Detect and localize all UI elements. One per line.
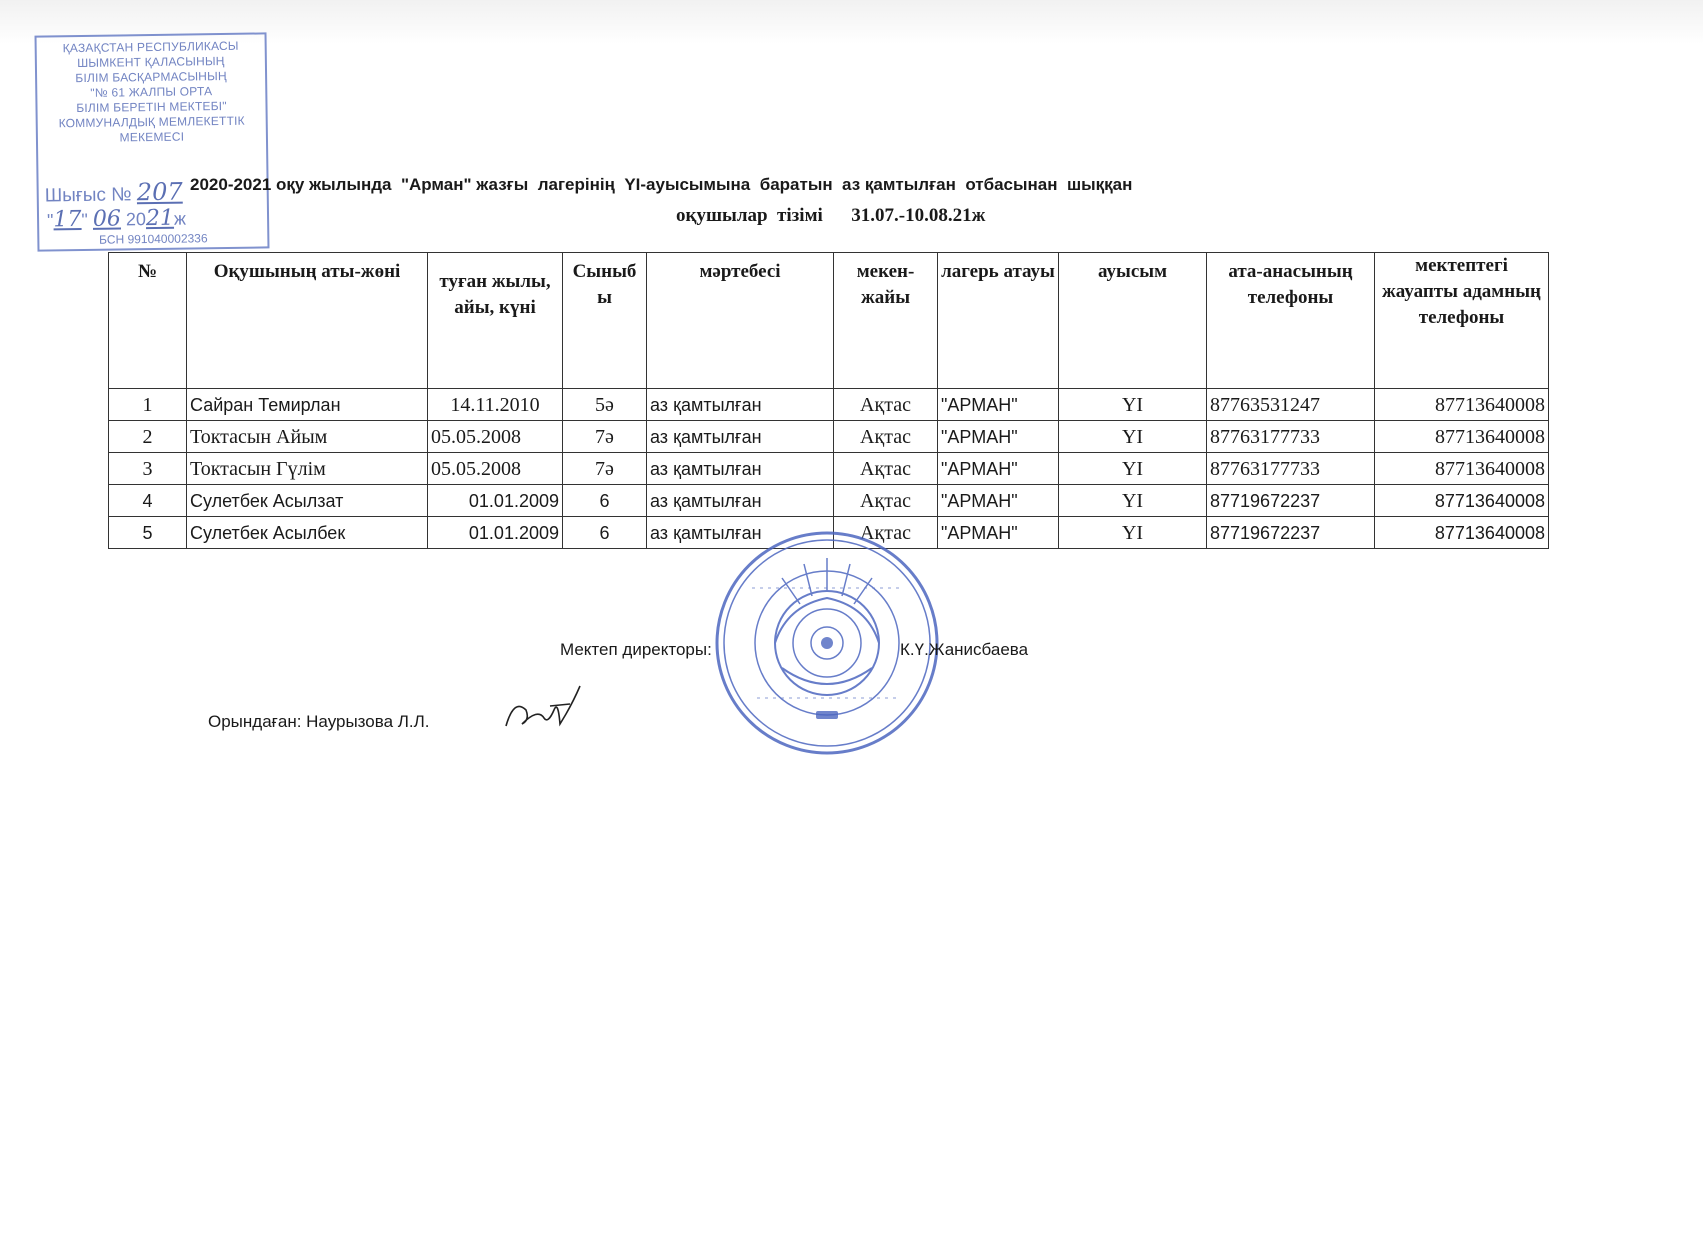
cell-address: Ақтас [834, 389, 938, 421]
cell-number: 3 [109, 453, 187, 485]
cell-camp: "АРМАН" [938, 453, 1059, 485]
cell-name: Сулетбек Асылбек [187, 517, 428, 549]
cell-parent-phone: 87763177733 [1207, 453, 1375, 485]
cell-school-phone: 87713640008 [1375, 485, 1549, 517]
document-subtitle: оқушылар тізімі 31.07.-10.08.21ж [676, 205, 986, 226]
cell-address: Ақтас [834, 421, 938, 453]
cell-shift: YI [1059, 421, 1207, 453]
stamp-line: МЕКЕМЕСІ [119, 129, 185, 145]
stamp-line: ҚАЗАҚСТАН РЕСПУБЛИКАСЫ [62, 38, 239, 56]
cell-class: 7ә [563, 421, 647, 453]
cell-school-phone: 87713640008 [1375, 421, 1549, 453]
stamp-line: "№ 61 ЖАЛПЫ ОРТА [90, 84, 213, 100]
column-header: мектептегі жауапты адамның телефоны [1375, 253, 1549, 389]
column-header: ауысым [1059, 253, 1207, 389]
stamp-date-year: 21 [145, 205, 175, 232]
cell-parent-phone: 87763177733 [1207, 421, 1375, 453]
document-title: 2020-2021 оқу жылында "Арман" жазғы лагерінің YI-ауысымына баратын аз қамтылған отбасынан шыққан [190, 175, 1133, 194]
cell-camp: "АРМАН" [938, 485, 1059, 517]
cell-status: аз қамтылған [647, 517, 834, 549]
performer-line: Орындаған: Наурызова Л.Л. [208, 712, 430, 731]
cell-birthdate: 05.05.2008 [428, 453, 563, 485]
cell-status: аз қамтылған [647, 453, 834, 485]
outgoing-number-line [45, 178, 183, 208]
cell-camp: "АРМАН" [938, 421, 1059, 453]
handwritten-signature [500, 680, 590, 740]
cell-shift: YI [1059, 485, 1207, 517]
cell-school-phone: 87713640008 [1375, 389, 1549, 421]
column-header: лагерь атауы [938, 253, 1059, 389]
cell-class: 6 [563, 485, 647, 517]
cell-class: 6 [563, 517, 647, 549]
stamp-date-day: 17 [53, 206, 82, 233]
column-header: туған жылы, айы, күні [428, 253, 563, 389]
cell-school-phone: 87713640008 [1375, 517, 1549, 549]
table-row [109, 389, 1549, 421]
stamp-line: БІЛІМ БАСҚАРМАСЫНЫҢ [75, 68, 227, 86]
stamp-line: ШЫМКЕНТ ҚАЛАСЫНЫҢ [77, 53, 225, 71]
cell-name: Токтасын Айым [187, 421, 428, 453]
stamp-line: КОММУНАЛДЫҚ МЕМЛЕКЕТТІК [58, 113, 245, 131]
cell-name: Токтасын Гүлім [187, 453, 428, 485]
cell-school-phone: 87713640008 [1375, 453, 1549, 485]
stamp-line: БІЛІМ БЕРЕТІН МЕКТЕБІ" [76, 98, 227, 116]
stamp-date-line: "17" 06 2021ж [46, 205, 187, 233]
students-table [108, 252, 1549, 549]
cell-address: Ақтас [834, 453, 938, 485]
stamp-date-month: 06 [92, 206, 122, 232]
cell-number: 5 [109, 517, 187, 549]
cell-name: Сайран Темирлан [187, 389, 428, 421]
cell-number: 1 [109, 389, 187, 421]
cell-number: 2 [109, 421, 187, 453]
column-header: Сыныбы [563, 253, 647, 389]
cell-birthdate: 05.05.2008 [428, 421, 563, 453]
cell-number: 4 [109, 485, 187, 517]
cell-birthdate: 01.01.2009 [428, 517, 563, 549]
cell-parent-phone: 87763531247 [1207, 389, 1375, 421]
cell-parent-phone: 87719672237 [1207, 485, 1375, 517]
stamp-bin: БСН 991040002336 [99, 231, 208, 247]
registration-stamp [35, 32, 270, 251]
cell-address: Ақтас [834, 485, 938, 517]
cell-address: Ақтас [834, 517, 938, 549]
cell-birthdate: 14.11.2010 [428, 389, 563, 421]
column-header: мекен-жайы [834, 253, 938, 389]
stamp-date-suffix: ж [173, 208, 187, 229]
cell-shift: YI [1059, 517, 1207, 549]
cell-status: аз қамтылған [647, 485, 834, 517]
outgoing-number: 207 [136, 177, 183, 207]
column-header: Оқушының аты-жөні [187, 253, 428, 389]
table-row [109, 453, 1549, 485]
table-row [109, 421, 1549, 453]
table-row [109, 485, 1549, 517]
cell-class: 5ә [563, 389, 647, 421]
cell-birthdate: 01.01.2009 [428, 485, 563, 517]
director-name: К.Ү.Жанисбаева [900, 640, 1029, 659]
cell-class: 7ә [563, 453, 647, 485]
cell-status: аз қамтылған [647, 389, 834, 421]
table-header-row [109, 253, 1549, 389]
column-header: мәртебесі [647, 253, 834, 389]
outgoing-label: Шығыс № [44, 184, 132, 207]
cell-shift: YI [1059, 389, 1207, 421]
cell-camp: "АРМАН" [938, 517, 1059, 549]
cell-parent-phone: 87719672237 [1207, 517, 1375, 549]
cell-shift: YI [1059, 453, 1207, 485]
cell-name: Сулетбек Асылзат [187, 485, 428, 517]
column-header: ата-анасының телефоны [1207, 253, 1375, 389]
cell-status: аз қамтылған [647, 421, 834, 453]
cell-camp: "АРМАН" [938, 389, 1059, 421]
director-label: Мектеп директоры: [560, 640, 712, 659]
column-header: № [109, 253, 187, 389]
